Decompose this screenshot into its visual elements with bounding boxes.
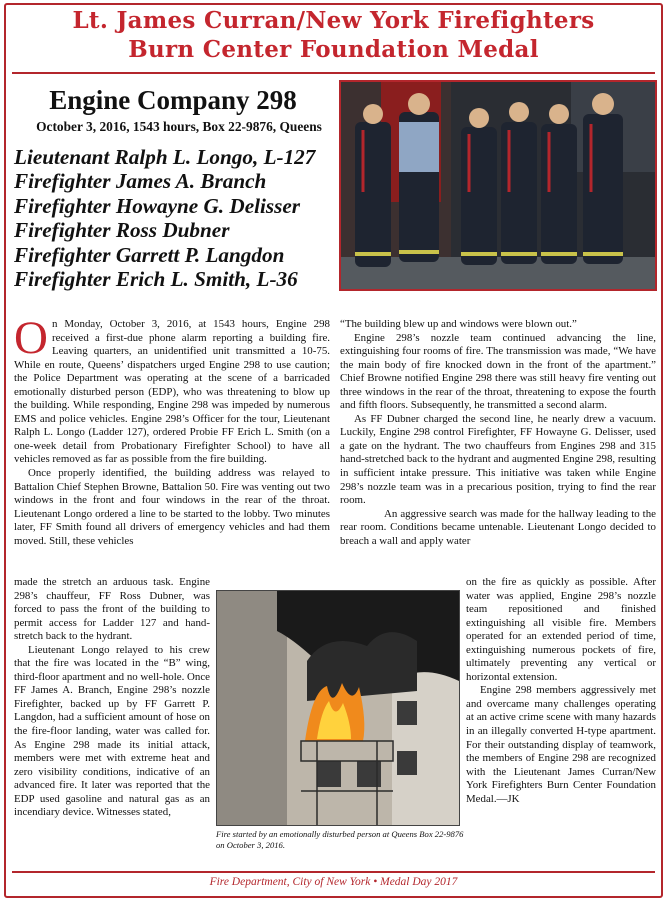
article-paragraph: Once properly identified, the building address was relayed to Battalion Chief Stephen Browne, Battalion 50. Fire was venting out two windows in the front and four windows in the rear of the throat. Lieutenant Longo ordered a line to be started to the lobby. Two minutes later, FF Smith found all drivers of emergency vehicles and had them moved. Still, these vehicles [14,467,330,547]
article-column-1-narrow [14,576,210,820]
honoree-name: Lieutenant Ralph L. Longo, L-127 [14,145,316,169]
article-paragraph: made the stretch an arduous task. Engine 298’s chauffeur, FF Ross Dubner, was forced to pass the front of the building to permit access for Ladder 127 and hand-stretch back to the hydrant. [14,576,210,643]
medal-title-line2: Burn Center Foundation Medal [128,36,539,63]
honoree-name: Firefighter James A. Branch [14,169,267,194]
medal-title-line1: Lt. James Curran/New York Firefighters [72,7,595,34]
page-footer: Fire Department, City of New York • Medal Day 2017 [209,876,458,888]
article-column-1 [14,312,330,548]
article-paragraph: “The building blew up and windows were blown out.” [340,318,577,330]
crew-photo-graphic [341,82,655,289]
article-column-2 [340,318,656,548]
honoree-list [14,145,344,291]
article-paragraph: on the fire as quickly as possible. After water was applied, Engine 298’s nozzle team repositioned and finished extinguishing all visible fire. Members operated for an extended period of time, extinguishing numerous pockets of fire, ultimately preventing any vertical or horizontal extension. [466,576,656,683]
title-divider [12,72,655,74]
honoree-name: Firefighter Garrett P. Langdon [14,242,285,267]
footer-divider [12,871,655,873]
article-column-2-narrow [466,576,656,806]
photo-caption: Fire started by an emotionally disturbed person at Queens Box 22-9876 on October 3, 2016. [216,829,464,850]
article-paragraph: Engine 298 members aggressively met and overcame many challenges operating at an active crime scene with many hazards in an illegally converted H-type apartment. For their outstanding display of teamwork, the members of Engine 298 are recognized with the Lieutenant James Curran/New York Firefighters Burn Center Foundation Medal.—JK [466,684,656,805]
article-paragraph: As FF Dubner charged the second line, he nearly drew a vacuum. Luckily, Engine 298 control Firefighter, FF Howayne G. Delisser, used a gate on the hydrant. The two chauffeurs from Engines 298 and 315 hand-stretched back to the hydrant and augmented Engine 298, resulting in sufficient intake pressure. This initiative was taken while Engine 298’s nozzle team was in a precarious position, trying to find the rear room. [340,412,656,507]
article-paragraph: Lieutenant Longo relayed to his crew that the fire was located in the “B” wing, third-floor apartment and no well-hole. Once FF James A. Branch, Engine 298’s nozzle Firefighter, backed up by FF Garrett P. Langdon, had a sufficient amount of hose on the fire-floor landing, water was called for. As Engine 298 made its initial attack, members were met with extreme heat and zero visibility conditions, indicative of an advanced fire. It later was reported that the EDP used gasoline and natural gas as an incendiary device. Witnesses stated, [14,643,210,819]
honoree-name: Firefighter Ross Dubner [14,218,230,243]
article-paragraph [14,312,330,467]
company-heading: Engine Company 298 [49,85,297,115]
honoree-name: Firefighter Erich L. Smith, L-36 [14,267,298,292]
article-paragraph: An aggressive search was made for the hallway leading to the rear room. Conditions became untenable. Lieutenant Longo decided to breach a wall and apply water [340,507,656,547]
medal-title [0,6,667,64]
fire-photo [216,590,460,826]
drop-cap: O [14,312,48,364]
crew-photo [339,80,657,291]
fire-photo-graphic [217,591,459,825]
honoree-name: Firefighter Howayne G. Delisser [14,193,301,218]
article-paragraph: Engine 298’s nozzle team continued advancing the line, extinguishing four rooms of fire. The transmission was made, “We have the main body of fire knocked down in the front of the apartment.” Chief Browne notified Engine 298 there was still heavy fire venting out three windows in the rear of the throat, threatening to expose the fourth and fifth floors. Subsequently, he transmitted a second alarm. [340,331,656,412]
paragraph-text: n Monday, October 3, 2016, at 1543 hours, Engine 298 received a first-due phone alarm reporting a building fire. Leaving quarters, an unidentified unit transmitted a 10-75. While en route, Queens’ dispatchers urged Engine 298 to use caution; the Police Department was operating at the scene of a barricaded emotionally disturbed person (EDP), who was threatening to blow up the building. While responding, Engine 298 was impeded by numerous EMS and police vehicles. Engine 298’s Officer for the tour, Lieutenant Ralph L. Longo (Ladder 127), ordered Probie FF Erich L. Smith (on a one-week detail from Probationary Firefighter School) to have all vehicles removed as far as possible from the fire building. [14,318,330,466]
incident-dateline: October 3, 2016, 1543 hours, Box 22-9876, Queens [36,119,322,134]
